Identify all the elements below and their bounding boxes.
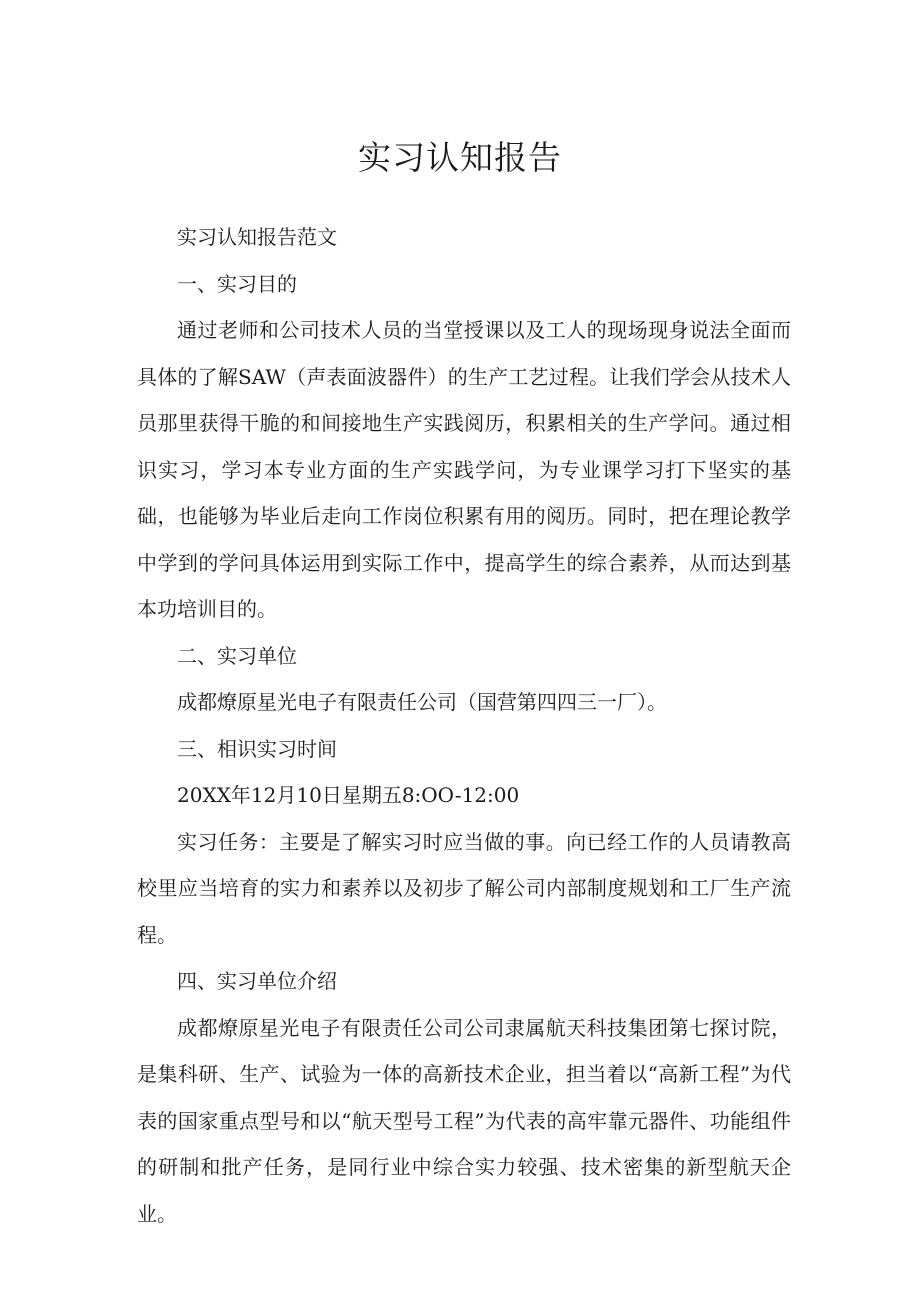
section-heading-unit: 二、实习单位 [177,643,297,668]
time-paragraph: 20XX年12月10日星期五8:OO-12:00 [177,783,520,807]
unit-paragraph: 成都燎原星光电子有限责任公司（国营第四四三一厂）。 [177,690,667,714]
section-heading-time: 三、相识实习时间 [177,736,337,761]
intro-paragraph: 成都燎原星光电子有限责任公司公司隶属航天科技集团第七探讨院，是集科研、生产、试验为一体的高新技术企业，担当着以“高新工程”为代表的国家重点型号和以“航天型号工程”为代表的高牢靠元器件、功能组件的研制和批产任务，是同行业中综合实力较强、技术密集的新型航天企业。 [137,1015,791,1226]
document-title: 实习认知报告 [358,138,562,177]
purpose-paragraph: 通过老师和公司技术人员的当堂授课以及工人的现场现身说法全面而具体的了解SAW（声表面波器件）的生产工艺过程。让我们学会从技术人员那里获得干脆的和间接地生产实践阅历，积累相关的生产学问。通过相识实习，学习本专业方面的生产实践学问，为专业课学习打下坚实的基础，也能够为毕业后走向工作岗位积累有用的阅历。同时，把在理论教学中学到的学问具体运用到实际工作中，提高学生的综合素养，从而达到基本功培训目的。 [137,318,791,621]
subtitle-paragraph: 实习认知报告范文 [177,225,337,249]
document-body [137,214,791,1237]
section-heading-intro: 四、实习单位介绍 [177,969,337,993]
section-heading-purpose: 一、实习目的 [177,271,297,296]
task-paragraph: 实习任务：主要是了解实习时应当做的事。向已经工作的人员请教高校里应当培育的实力和素养以及初步了解公司内部制度规划和工厂生产流程。 [137,829,791,947]
